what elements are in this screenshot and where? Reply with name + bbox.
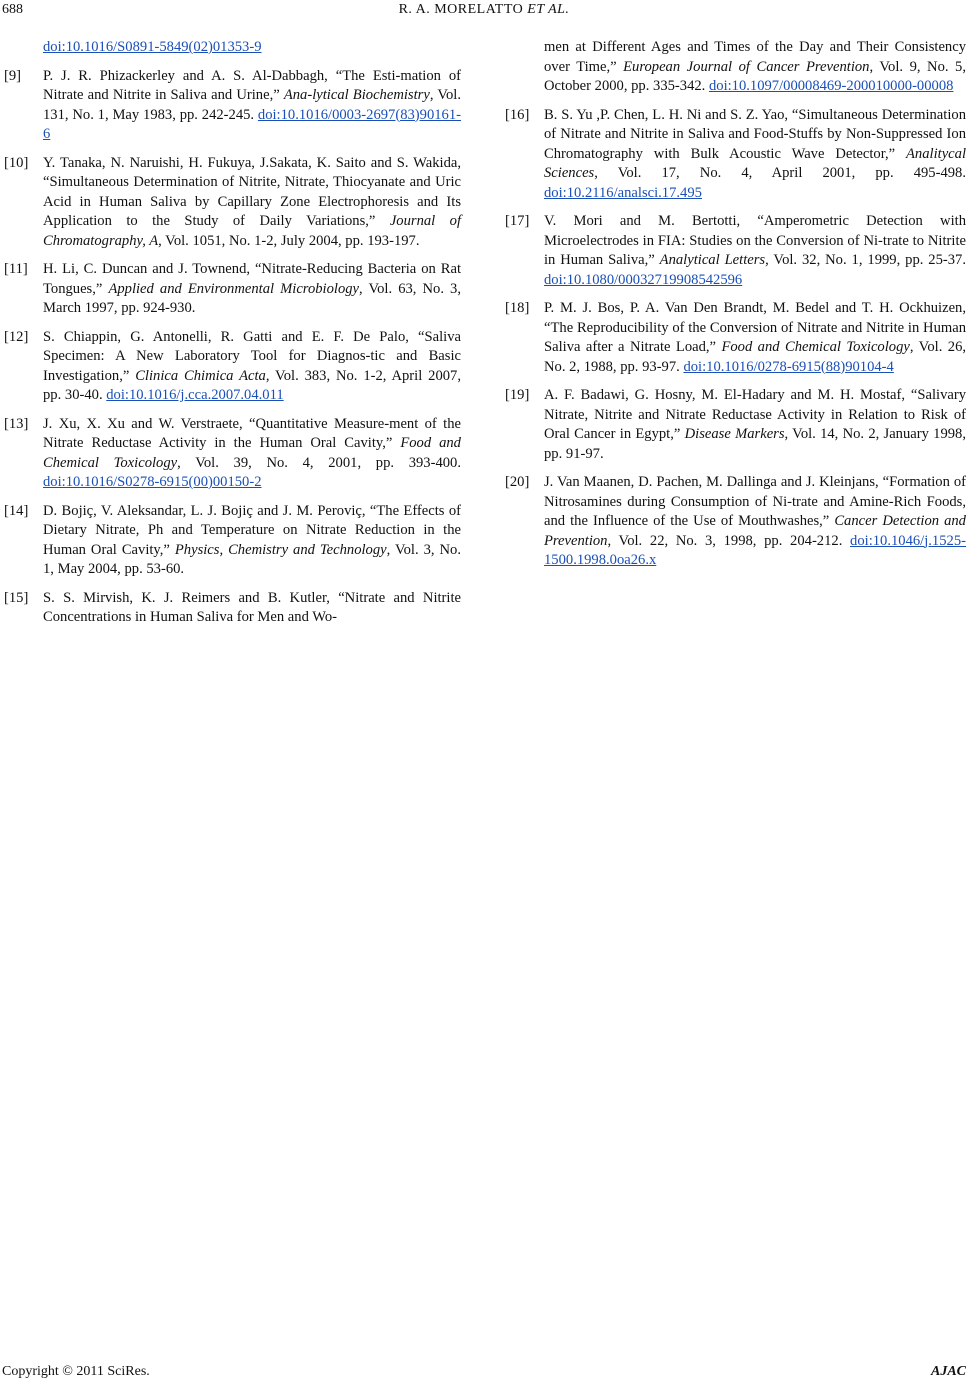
ref-details: , Vol. 14, No. 2, January 1998, pp. 91-97. <box>544 426 966 462</box>
ref-details: , Vol. 9, No. 5, October 2000, pp. 335-342. <box>544 58 966 94</box>
reference-body <box>43 503 461 578</box>
reference-item <box>505 473 966 571</box>
reference-item <box>4 502 461 580</box>
reference-item <box>505 106 966 204</box>
ref-details: , Vol. 63, No. 3, March 1997, pp. 924-930. <box>43 280 461 316</box>
reference-item <box>505 386 966 464</box>
reference-body <box>544 213 966 288</box>
continuation-doi-block <box>4 38 461 58</box>
reference-item <box>505 212 966 290</box>
ref-text: J. Xu, X. Xu and W. Verstraete, “Quantitative Measure-ment of the Nitrate Reductase Activity in the Human Oral Cavity,” <box>43 415 461 451</box>
reference-number: [9] <box>4 67 22 84</box>
reference-number: [15] <box>4 589 29 606</box>
reference-number: [19] <box>505 387 530 403</box>
ref-journal: Physics, Chemistry and Technology <box>174 541 387 558</box>
reference-number: [10] <box>4 154 29 171</box>
ref-text: V. Mori and M. Bertotti, “Amperometric Detection with Microelectrodes in FIA: Studies on the Conversion of Ni-trate to Nitrite in Human Saliva,” <box>544 213 966 268</box>
ref-details: , Vol. 3, No. 1, May 2004, pp. 53-60. <box>43 541 461 577</box>
doi-link[interactable]: doi:10.1016/j.cca.2007.04.011 <box>106 387 284 403</box>
ref-journal: Applied and Environmental Microbiology <box>108 280 360 297</box>
reference-body <box>544 107 966 201</box>
ref-journal: Disease Markers <box>684 426 785 442</box>
reference-number: [11] <box>4 261 28 277</box>
doi-link[interactable]: doi:10.1016/0278-6915(88)90104-4 <box>683 358 894 375</box>
reference-item <box>4 589 461 628</box>
reference-number: [17] <box>505 213 530 229</box>
reference-body <box>544 300 966 375</box>
right-column <box>505 38 966 580</box>
ref-text: P. J. R. Phizackerley and A. S. Al-Dabbagh, “The Esti-mation of Nitrate and Nitrite in Saliva and Urine,” <box>43 67 461 103</box>
ref-details: , Vol. 17, No. 4, April 2001, pp. 495-498. <box>594 165 966 181</box>
ref-text: men at Different Ages and Times of the Day and Their Consistency over Time,” <box>544 39 966 75</box>
doi-link[interactable]: doi:10.1097/00008469-200010000-00008 <box>708 78 954 94</box>
ref-journal: Ana-lytical Biochemistry <box>283 87 430 103</box>
reference-body <box>544 387 966 462</box>
ref-journal: Journal of Chromatography, A <box>43 213 461 249</box>
ref-text: Y. Tanaka, N. Naruishi, H. Fukuya, J.Sakata, K. Saito and S. Wakida, “Simultaneous Determination of Nitrite, Nitrate, Thiocyanate and Uric Acid in Human Saliva by Capillary Zone Electrophoresis and Its Application to the Study of Daily Variations,” <box>43 154 461 229</box>
ref-text: J. Van Maanen, D. Pachen, M. Dallinga and J. Kleinjans, “Formation of Nitrosamines during Consumption of Ni-trate and Amine-Rich Foods, and the Influence of the Use of Mouthwashes,” <box>544 474 966 529</box>
reference-body <box>544 474 966 568</box>
ref-details: , Vol. 39, No. 4, 2001, pp. 393-400. <box>177 454 461 471</box>
ref-details: , Vol. 26, No. 2, 1988, pp. 93-97. <box>544 339 967 375</box>
page-header <box>0 0 968 20</box>
reference-number: [12] <box>4 328 29 345</box>
reference-number: [18] <box>505 300 530 316</box>
left-column <box>4 38 461 637</box>
ref-journal: Food and Chemical Toxicology <box>43 435 461 471</box>
reference-item <box>4 415 461 493</box>
ref-journal: Food and Chemical Toxicology <box>721 339 910 355</box>
journal-abbrev: AJAC <box>930 1364 966 1379</box>
reference-body <box>43 68 461 143</box>
ref-text: S. Chiappin, G. Antonelli, R. Gatti and E. F. De Palo, “Saliva Specimen: A New Laboratory Tool for Diagnos-tic and Basic Investigation,” <box>43 328 461 384</box>
reference-number: [14] <box>4 502 29 519</box>
left-reference-list <box>4 67 461 628</box>
reference-item <box>4 260 461 319</box>
reference-body <box>43 590 461 626</box>
continuation-ref-15 <box>505 38 966 97</box>
doi-link[interactable]: doi:10.2116/analsci.17.495 <box>544 184 702 201</box>
reference-number: [13] <box>4 415 29 432</box>
doi-link[interactable]: doi:10.1080/00032719908542596 <box>544 271 743 288</box>
ref-details: , Vol. 131, No. 1, May 1983, pp. 242-245. <box>43 87 461 123</box>
reference-body <box>43 155 461 249</box>
ref-text: A. F. Badawi, G. Hosny, M. El-Hadary and M. H. Mostaf, “Salivary Nitrate, Nitrite and Nitrate Reductase Activity in Relation to Risk of Oral Cancer in Egypt,” <box>544 387 966 442</box>
doi-link[interactable]: doi:10.1016/S0891-5849(02)01353-9 <box>43 39 262 55</box>
ref-journal: Analytical Letters <box>659 252 766 268</box>
ref-text: D. Bojiç, V. Aleksandar, L. J. Bojiç and J. M. Peroviç, “The Effects of Dietary Nitrate, Ph and Temperature on Nitrate Reduction in the Human Oral Cavity,” <box>43 502 461 558</box>
reference-body <box>43 416 461 491</box>
reference-item <box>4 328 461 406</box>
ref-journal: Analitycal Sciences <box>544 145 966 181</box>
ref-details: , Vol. 22, No. 3, 1998, pp. 204-212. <box>607 532 851 549</box>
reference-item <box>4 67 461 145</box>
running-head-et-al: ET AL. <box>527 2 570 17</box>
ref-text: B. S. Yu ,P. Chen, L. H. Ni and S. Z. Yao, “Simultaneous Determination of Nitrate and Nitrite in Saliva and Food-Stuffs by Non-Suppressed Ion Chromatography with Bulk Acoustic Wave Detector,” <box>544 106 966 162</box>
ref-journal: Cancer Detection and Prevention <box>544 513 966 549</box>
ref-journal: European Journal of Cancer Prevention <box>623 58 870 75</box>
reference-number: [20] <box>505 474 530 490</box>
copyright-notice: Copyright © 2011 SciRes. <box>2 1364 150 1379</box>
reference-number: [16] <box>505 106 530 123</box>
running-head <box>0 2 968 18</box>
reference-item <box>4 154 461 252</box>
ref-text: P. M. J. Bos, P. A. Van Den Brandt, M. Bedel and T. H. Ockhuizen, “The Reproducibility of the Conversion of Nitrate and Nitrite in Human Saliva after a Nitrate Load,” <box>544 300 966 355</box>
running-head-authors: R. A. MORELATTO <box>398 2 524 17</box>
reference-item <box>505 299 966 377</box>
reference-body <box>43 261 461 316</box>
ref-details: , Vol. 383, No. 1-2, April 2007, pp. 30-40. <box>43 367 461 403</box>
ref-journal: Clinica Chimica Acta <box>135 367 266 384</box>
doi-link[interactable]: doi:10.1016/S0278-6915(00)00150-2 <box>43 474 262 490</box>
doi-link[interactable]: doi:10.1046/j.1525-1500.1998.0oa26.x <box>544 532 966 568</box>
ref-details: , Vol. 1051, No. 1-2, July 2004, pp. 193-197. <box>158 232 420 249</box>
ref-details: , Vol. 32, No. 1, 1999, pp. 25-37. <box>765 252 966 268</box>
doi-link[interactable]: doi:10.1016/0003-2697(83)90161-6 <box>43 106 461 142</box>
ref-text: H. Li, C. Duncan and J. Townend, “Nitrate-Reducing Bacteria on Rat Tongues,” <box>43 261 461 297</box>
right-reference-list <box>505 106 966 571</box>
ref-text: S. S. Mirvish, K. J. Reimers and B. Kutler, “Nitrate and Nitrite Concentrations in Human Saliva for Men and Wo- <box>43 589 461 625</box>
reference-body <box>43 329 461 404</box>
page-number: 688 <box>2 2 23 17</box>
